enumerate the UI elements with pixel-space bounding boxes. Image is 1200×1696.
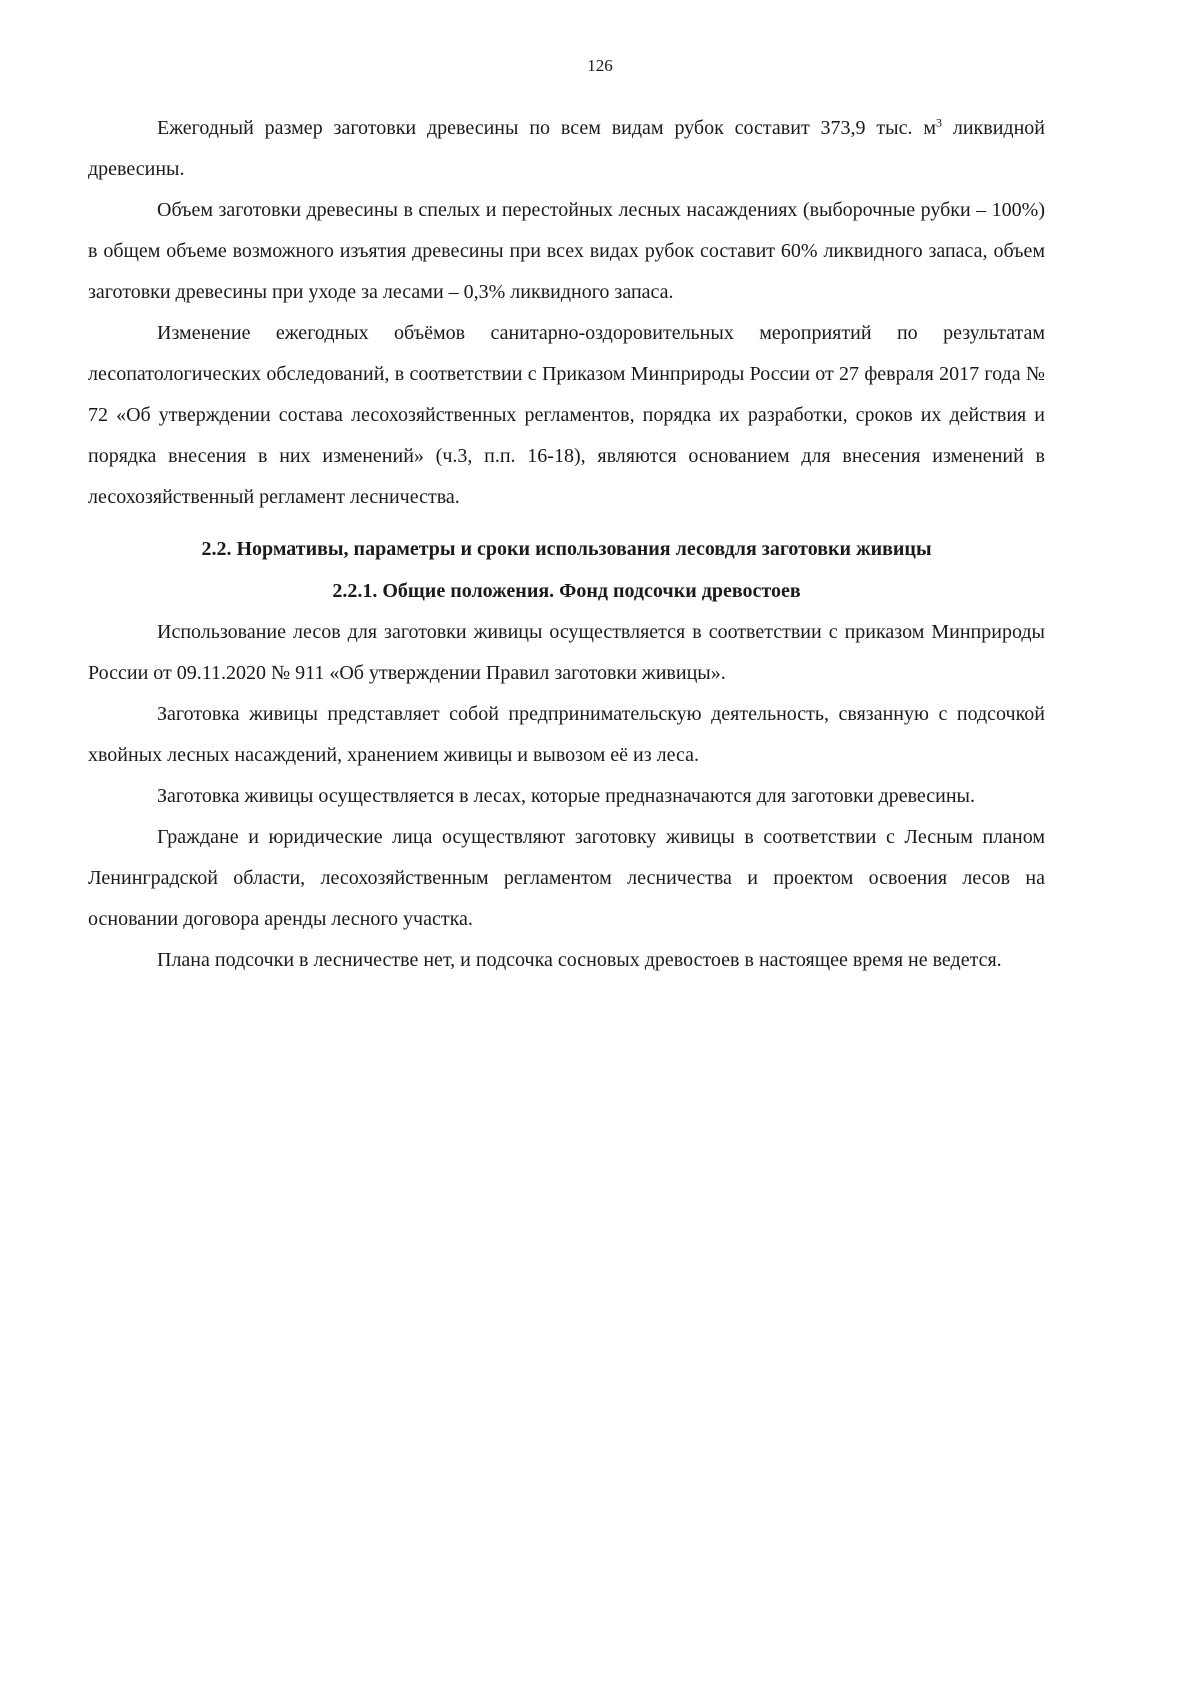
cubic-superscript: 3: [935, 115, 942, 130]
paragraph-annual-harvest-text: Ежегодный размер заготовки древесины по всем видам рубок составит 373,9 тыс. м: [157, 117, 936, 139]
document-body: [88, 108, 1045, 981]
subsection-heading: 2.2.1. Общие положения. Фонд подсочки древостоев: [332, 580, 801, 602]
paragraph-resin-forests: Заготовка живицы осуществляется в лесах, которые предназначаются для заготовки древесины.: [157, 785, 975, 807]
paragraph-sanitary-changes: Изменение ежегодных объёмов санитарно-оздоровительных мероприятий по результатам лесопатологических обследований, в соответствии с Приказом Минприроды России от 27 февраля 2017 года № 72 «Об утверждении состава лесохозяйственных регламентов, порядка их разработки, сроков их действия и порядка внесения в них изменений» (ч.3, п.п. 16-18), являются основанием для внесения изменений в лесохозяйственный регламент лесничества.: [88, 322, 1045, 508]
paragraph-harvest-volume: Объем заготовки древесины в спелых и перестойных лесных насаждениях (выборочные рубки – 100%) в общем объеме возможного изъятия древесины при всех видах рубок составит 60% ликвидного запаса, объем заготовки древесины при уходе за лесами – 0,3% ликвидного запаса.: [88, 199, 1045, 303]
paragraph-annual-harvest-tail: ликвидной древесины.: [88, 117, 1045, 180]
paragraph-resin-definition: Заготовка живицы представляет собой предпринимательскую деятельность, связанную с подсочкой хвойных лесных насаждений, хранением живицы и вывозом её из леса.: [88, 703, 1045, 766]
paragraph-resin-usage: Использование лесов для заготовки живицы осуществляется в соответствии с приказом Минприроды России от 09.11.2020 № 911 «Об утверждении Правил заготовки живицы».: [88, 621, 1045, 684]
section-heading: 2.2. Нормативы, параметры и сроки использования лесовдля заготовки живицы: [201, 538, 932, 560]
paragraph-annual-harvest: [88, 108, 1045, 190]
page-number: 126: [587, 56, 613, 75]
paragraph-resin-legal: Граждане и юридические лица осуществляют заготовку живицы в соответствии с Лесным планом Ленинградской области, лесохозяйственным регламентом лесничества и проектом освоения лесов на основании договора аренды лесного участка.: [88, 826, 1045, 930]
paragraph-resin-plan: Плана подсочки в лесничестве нет, и подсочка сосновых древостоев в настоящее время не ведется.: [157, 949, 1002, 971]
